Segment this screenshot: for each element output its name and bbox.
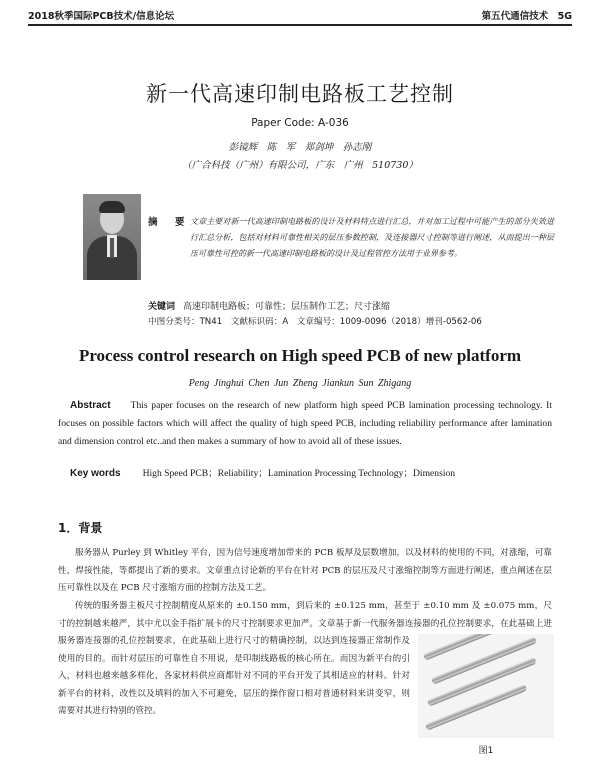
- english-keywords: [70, 465, 560, 479]
- paper-title: 新一代高速印制电路板工艺控制: [146, 82, 454, 106]
- affiliation-cn: （广合科技（广州）有限公司，广东 广州 510730）: [182, 160, 418, 171]
- body-paragraph-1: 服务器从 Purley 到 Whitley 平台，因为信号速度增加带来的 PCB 板厚及层数增加，以及材料的使用的不同，对涨缩，可靠性，焊接性能，等都提出了新的要求。文章重点讨论新的平台在针对 PCB 的层压及尺寸涨缩控制等方面进行阐述，重点阐述在层压可靠性以及在 PCB 尺寸涨缩方面的控制方法及工艺。: [58, 548, 552, 593]
- keywords-cn-text: 高速印制电路板；可靠性；层压制作工艺；尺寸涨缩: [183, 302, 391, 312]
- english-title: Process control research on High speed PCB of new platform: [78, 346, 522, 365]
- figure-caption: 图1: [478, 746, 494, 756]
- author-photo: [83, 194, 141, 280]
- abstract-cn-label: 摘 要: [148, 217, 189, 228]
- abstract-cn-text: 文章主要对新一代高速印制电路板的设计及材料特点进行汇总，并对加工过程中可能产生的部分失效进行汇总分析，包括对材料可靠性相关的层压参数控制，及连接器尺寸控制等进行阐述，从而提出一种层压可靠性可控的新一代高速印制电路板的设计及过程管控方法用于业界参考。: [190, 217, 554, 258]
- header-left: 2018秋季国际PCB技术/信息论坛: [28, 11, 175, 22]
- english-authors: Peng Jinghui Chen Jun Zheng Jiankun Sun Zhigang: [188, 378, 412, 389]
- keywords-cn-label: 关键词: [148, 302, 176, 312]
- section-heading: 1．背景: [58, 521, 103, 535]
- header-rule: [28, 24, 572, 26]
- keywords-en-text: High Speed PCB；Reliability；Lamination Processing Technology；Dimension: [142, 468, 456, 479]
- classification-cn: 中图分类号：TN41 文献标识码：A 文章编号：1009-0096（2018）增刊-0562-06: [148, 317, 482, 327]
- keywords-cn: [148, 299, 390, 312]
- abstract-en-label: Abstract: [70, 400, 111, 411]
- keywords-en-label: Key words: [70, 468, 121, 479]
- pin-4: [425, 684, 528, 731]
- authors-cn: 彭镜辉 陈 军 郑剑坤 孙志刚: [228, 142, 372, 153]
- abstract-en-text: This paper focuses on the research of new platform high speed PCB lamination processing technology. It focuses on possible factors which will affect the quality of high speed PCB, including reliability performance after lamination and dimension control etc..and then makes a summary of how to avoid all of these issues.: [58, 400, 552, 447]
- body-paragraph-2: 传统的服务器主板尺寸控制精度从原来的 ±0.150 mm，到后来的 ±0.125 mm，甚至于 ±0.10 mm 及 ±0.075 mm，尺寸的控制越来越严，其中尤以金手指扩展卡的尺寸控制要求更加严。文章基于新一代服务器连接器的孔位控制要求，在此基础上进: [58, 601, 552, 629]
- running-header: [28, 8, 572, 22]
- paper-code: Paper Code: A-036: [251, 117, 349, 129]
- figure-connector-pins: [418, 634, 554, 738]
- english-abstract: [58, 397, 552, 451]
- body-paragraph-3: 服务器连接器的孔位控制要求，在此基础上进行尺寸的精确控制，以达到连接器正常制作及使用的目的。而针对层压的可靠性自不用说，是印制线路板的核心所在。而因为新平台的引入，材料也越来越多样化，各家材料供应商都针对不同的平台开发了其相适应的材料。针对新平台的材料，改性以及填料的加入不可避免，层压的操作窗口相对普通材料来讲变窄，则需要对其进行特别的管控。: [58, 636, 410, 716]
- header-right: 第五代通信技术 5G: [481, 11, 572, 22]
